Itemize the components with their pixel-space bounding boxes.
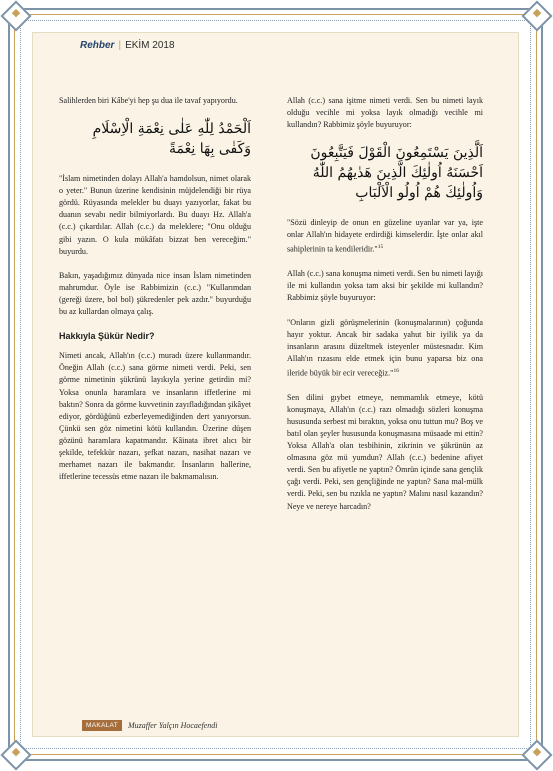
arabic-line: اَلْحَمْدُ لِلّٰهِ عَلٰى نِعْمَةِ الْاِسْلَامِ <box>92 121 251 138</box>
arabic-verse <box>287 143 483 203</box>
arabic-line: اَلَّذِينَ يَسْتَمِعُونَ الْقَوْلَ فَيَتَّبِعُونَ <box>310 145 483 162</box>
page-footer <box>82 717 217 735</box>
section-heading: Hakkıyla Şükür Nedir? <box>59 331 155 342</box>
paragraph: Allah (c.c.) sana işitme nimeti verdi. Sen bu nimeti layık olduğu vecihle mi yoksa layık olmadığı vecihle mi kullandın? Rabbimiz şöyle buyuruyor: <box>287 96 483 130</box>
header-separator: | <box>118 40 122 51</box>
right-column <box>287 95 483 525</box>
quote-paragraph <box>287 317 483 380</box>
issue-date: EKİM 2018 <box>125 40 175 51</box>
footnote-ref: 15 <box>377 244 384 251</box>
paragraph: Nimeti ancak, Allah'ın (c.c.) muradı üzere kullanmandır. Öneğin Allah (c.c.) sana görme nimeti verdi. Peki, sen görme nimetinin şükrünü layıkıyla yerine getirdin mi? Yoksa onunla haramlara ve insanların iffetlerine mi baktın? Sonra da görme kuvvetinin zayıfladığından şikâyet ediyor, gördüğünü ezberleyemediğinden dert yanıyorsun. Çünkü sen göz nimetini kötü kullandın. Üzerine düşen gözünü haramlara kapatmandır. Kâinata ibret alıcı bir şekilde, tefekkür nazarı, şefkat nazarı, nasihat nazarı ve merhamet nazarı ile bakmandır. İnsanların hallerine, iffetlerine tecessüs etme nazarı ile bakmamalısın. <box>59 351 251 482</box>
footnote-ref: 16 <box>393 367 399 374</box>
page-header <box>80 40 175 51</box>
paragraph: Sen dilini gıybet etmeye, nemmamlık etmeye, kötü konuşmaya, Allah'ın (c.c.) razı olmadığı sözleri konuşma hususunda serbest mi bıraktın, yoksa onu tuttun mu? Boş ve batıl olan şeyler hususunda konuşmasına müsaade mi ettin? Yoksa Allah'a olan tesbihinin, zikrinin ve şükrünün az olmasına göz mü yumdun? Allah (c.c.) bedenine afiyet verdi. Sen bu afiyetle ne yaptın? Ömrün içinde sana gençlik çağı verdi. Peki, sen gençliğinde ne yaptın? Sana mal-mülk verdi. Peki, sen bu rızıkla ne yaptın? Malını nasıl kazandın? Neye ve nereye harcadın? <box>287 392 483 511</box>
paragraph: Allah (c.c.) sana konuşma nimeti verdi. Sen bu nimeti layığı ile mi kullandın yoksa tam aksi bir şekilde mi kullandın? Rabbimiz şöyle buyuruyor: <box>287 269 483 303</box>
quote-text: "Onların gizli görüşmelerinin (konuşmalarının) çoğunda hayır yoktur. Ancak bir sadaka yahut bir iyilik ya da insanların arasını düzeltmek isteyenler müstesnadır. Kim Allah'ın rızasını elde etmek için bunu yaparsa biz ona ileride büyük bir ecir vereceğiz." <box>287 317 483 378</box>
arabic-line: اَحْسَنَهُ اُولٰئِكَ الَّذِينَ هَدٰيهُمُ اللّٰهُ <box>312 165 483 182</box>
arabic-line: وَاُولٰئِكَ هُمْ اُولُو الْاَلْبَابِ <box>355 185 483 202</box>
arabic-line: وَكَفٰى بِهَا نِعْمَةً <box>169 141 251 158</box>
left-column <box>59 95 251 495</box>
quote-text: "Sözü dinleyip de onun en güzeline uyanlar var ya, işte onlar Allah'ın hidayete erdirdiği kimselerdir. İşte onlar akıl sahiplerinin ta kendileridir." <box>287 218 483 255</box>
arabic-prayer <box>59 119 251 159</box>
paragraph: Salihlerden biri Kâbe'yi hep şu dua ile tavaf yapıyordu. <box>59 96 238 105</box>
author-signature: Muzaffer Yalçın Hocaefendi <box>127 721 218 731</box>
paragraph: "İslam nimetinden dolayı Allah'a hamdolsun, nimet olarak o yeter." Bunun üzerine kendisinin müjdelendiği bir rüya gördü. Rüyasında melekler bu duayı yazıyorlar, fakat bu duanın sevabı nedir bilmiyorlardı. Bu duayı Hz. Allah'a (c.c.) çıkardılar. Allah (c.c.) da meleklere; "Onu olduğu gibi yazın. O kula mükâfatı bizzat ben vereceğim." buyurdu. <box>59 174 251 256</box>
paragraph: Bakın, yaşadığımız dünyada nice insan İslam nimetinden mahrumdur. Öyle ise Rabbimizin (c.c.) "Kullarımdan (gereği üzere, bol bol) şükredenler pek azdır." buyurduğu bu az kullardan olmaya çalış. <box>59 270 251 317</box>
magazine-logo: Rehber <box>80 40 115 51</box>
quote-paragraph <box>287 217 483 256</box>
section-badge: MAKALAT <box>82 720 122 731</box>
